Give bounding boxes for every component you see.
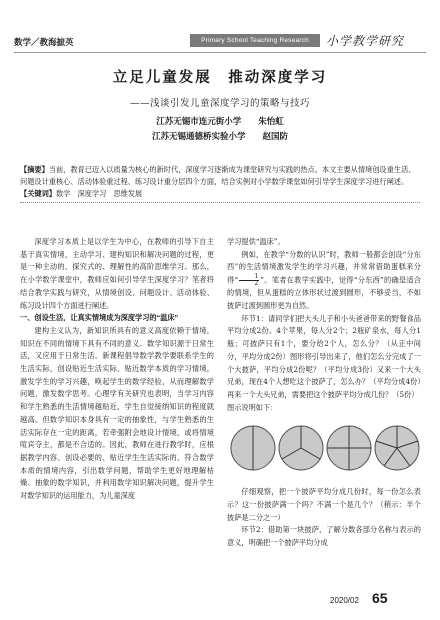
example-paragraph xyxy=(227,249,421,313)
pizza-figure xyxy=(227,418,421,482)
right-column xyxy=(227,236,421,550)
section-heading-1: 一、创设生活，让真实情境成为深度学习的“温床” xyxy=(20,313,179,323)
fraction-numerator: 1 xyxy=(239,274,259,281)
header-divider xyxy=(14,52,426,53)
issue-number: 2020/02 xyxy=(330,596,359,605)
left-column xyxy=(20,236,214,503)
continued-text: 学习提供“温床”。 xyxy=(227,237,285,246)
journal-english-name: Primary School Teaching Research xyxy=(190,34,320,47)
section-label: 数学／教海摭英 xyxy=(14,37,74,47)
section-1-paragraph: 建构主义认为，新知识所具有的意义高度依赖于情境，知识在不同的情境下具有不同的意义。数学知识源于日常生活，又应用于日常生活。新课程倡导数学教学要联系学生的生活实际，创设贴近生活实际、贴近数学本质的学习情境，激发学生的学习兴趣，唤起学生的数学经验，从而理解数学问题、激发数学思考。心理学有关研究也表明，当学习内容和学生熟悉的生活情境越贴近，学生自觉接纳知识的程度就越高。但数学知识本身具有一定的抽象性，与学生熟悉的生活实际存在一定的距离，若牵强附会地设计情境，或将情境喧宾夺主，都是不合适的。因此，教师在进行教学时，应根据教学内容、创设必要的、贴近学生生活实际的、符合数学本质的情境内容，引出数学问题，帮助学生更好地理解枯燥、抽象的数学知识，并利用数学知识解决问题，提升学生对数学知识的运用能力，为儿童深度 xyxy=(20,325,214,501)
article-subtitle: ——浅谈引发儿童深度学习的策略与技巧 xyxy=(129,98,310,109)
abstract-divider xyxy=(20,202,420,203)
article-title: 立足儿童发展 推动深度学习 xyxy=(112,69,328,86)
keywords-text: 数学 深度学习 思维发展 xyxy=(55,189,143,198)
page-footer xyxy=(330,590,430,610)
intro-paragraph: 深度学习本质上是以学生为中心，在教师的引导下自主基于真实情境，主动学习、建构知识和解决问题的过程，更是一种主动的、探究式的、理解性的高阶思维学习。那么，在小学数学课堂中，教师应如何引导学生深度学习？笔者将结合教学实践与研究，从情境创设、问题设计、活动体验、练习设计四个方面进行阐述。 xyxy=(20,237,214,310)
step-2-paragraph: 环节2：借助第一块披萨，了解分数各部分名称与表示的意义，明确把一个披萨平均分成 xyxy=(227,525,421,548)
pizza-halves xyxy=(231,426,275,470)
observation-paragraph: 仔细观察，把一个披萨平均分成几份时，每一份怎么表示？这一份披萨满一个吗？不满一个是几个？（稍示：半个披萨是二分之一） xyxy=(227,487,421,522)
fraction-half xyxy=(239,274,259,287)
abstract-label: 【摘要】 xyxy=(20,165,49,174)
page-header xyxy=(0,0,440,60)
example-text-b: ”。笔者在教学实践中，觉得“分东西”的确是适合的情境，但从蛋糕的立体形状过渡到圆形，不够妥当，不如披萨过渡到圆形更为自然。 xyxy=(227,275,421,311)
figure-caption: 图示说明如下： xyxy=(227,402,278,412)
pizza-quarters xyxy=(327,426,371,470)
pizza-thirds xyxy=(279,426,323,470)
title-block xyxy=(0,62,440,142)
journal-chinese-name: 小学教学研究 xyxy=(326,34,405,48)
author-1: 江苏无锡市连元街小学 朱怡虹 xyxy=(156,117,284,127)
page-number: 65 xyxy=(372,590,388,606)
author-2: 江苏无锡通德桥实验小学 赵国防 xyxy=(151,132,288,142)
step-1-paragraph: 环节1：请同学们把大头儿子和小头爸爸带来的野餐食品平均分成2份。4个苹果，每人分2个；2瓶矿泉水，每人分1瓶；可披萨只有1个，要分给2个人，怎么分？（从正中间分，平均分成2份）图形将引导出来了，他们怎么分完成了一个大披萨，平均分成2份呢？（平均分成3份）又来一个大头兄弟，现在4个人想吃这个披萨了，怎么办？（平均分成4份）再来一个大头兄弟，需要把这个披萨平均分成几份？（5份） xyxy=(227,313,421,399)
fraction-denominator: 2 xyxy=(254,280,259,288)
abstract xyxy=(20,164,420,203)
abstract-text: 当前，教育已迈入以质量为核心的新时代，深度学习逐渐成为课堂研究与实践的热点。本文主要从情境创设重生活、问题设计重核心、活动体验重过程、练习设计重分层四个方面，结合实例对小学数学课堂如何引导学生深度学习进行阐述。 xyxy=(20,165,416,186)
keywords-label: 【关键词】 xyxy=(20,189,56,198)
example-text-a: 例如，在教学“分数的认识”时，教师一般都会创设“分东西”的生活情境激发学生的学习兴趣，并常常借助蛋糕来分得“ xyxy=(227,249,421,285)
pizza-fifths xyxy=(375,426,419,470)
